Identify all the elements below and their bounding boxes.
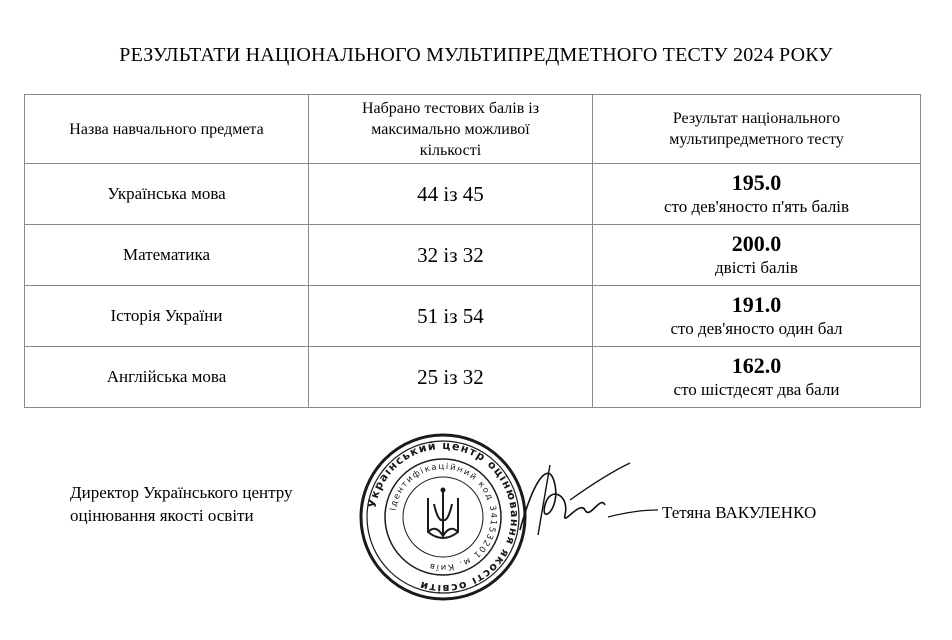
- director-title: [70, 481, 293, 527]
- results-table: [24, 94, 921, 408]
- result-words: сто шістдесят два бали: [673, 380, 840, 399]
- table-row: [25, 286, 921, 347]
- result-words: сто дев'яносто один бал: [670, 319, 843, 338]
- document-title: РЕЗУЛЬТАТИ НАЦІОНАЛЬНОГО МУЛЬТИПРЕДМЕТНОГО ТЕСТУ 2024 РОКУ: [119, 44, 833, 66]
- svg-text:Ідентифікаційний код 34153201: Ідентифікаційний код 34153201 м. Київ: [388, 461, 499, 573]
- table-row: [25, 347, 921, 408]
- svg-text:Український центр оцінювання я: Український центр оцінювання якості освіти: [365, 438, 522, 596]
- subject-cell: Математика: [25, 225, 309, 286]
- result-cell: [593, 286, 921, 347]
- score-cell: 51 із 54: [309, 286, 593, 347]
- result-cell: [593, 347, 921, 408]
- result-words: двісті балів: [715, 258, 798, 277]
- subject-cell: Українська мова: [25, 164, 309, 225]
- score-cell: 32 із 32: [309, 225, 593, 286]
- subject-cell: Англійська мова: [25, 347, 309, 408]
- result-number: 162.0: [731, 353, 782, 378]
- table-header-row: [25, 95, 921, 164]
- subject-cell: Історія України: [25, 286, 309, 347]
- header-score: Набрано тестових балів із максимально можливої кількості: [309, 95, 593, 164]
- result-number: 200.0: [731, 231, 782, 256]
- table-row: [25, 164, 921, 225]
- director-line-2: оцінювання якості освіти: [70, 506, 254, 525]
- header-subject: Назва навчального предмета: [25, 95, 309, 164]
- director-line-1: Директор Українського центру: [70, 483, 293, 502]
- signer-name: Тетяна ВАКУЛЕНКО: [662, 503, 817, 522]
- result-number: 191.0: [731, 292, 782, 317]
- result-number: 195.0: [731, 170, 782, 195]
- header-result: Результат національного мультипредметного тесту: [593, 95, 921, 164]
- result-cell: [593, 225, 921, 286]
- result-cell: [593, 164, 921, 225]
- score-cell: 44 із 45: [309, 164, 593, 225]
- handwritten-signature: [510, 455, 660, 540]
- score-cell: 25 із 32: [309, 347, 593, 408]
- result-words: сто дев'яносто п'ять балів: [663, 197, 850, 216]
- table-row: [25, 225, 921, 286]
- trident-icon: [428, 492, 458, 538]
- official-seal: [358, 432, 528, 602]
